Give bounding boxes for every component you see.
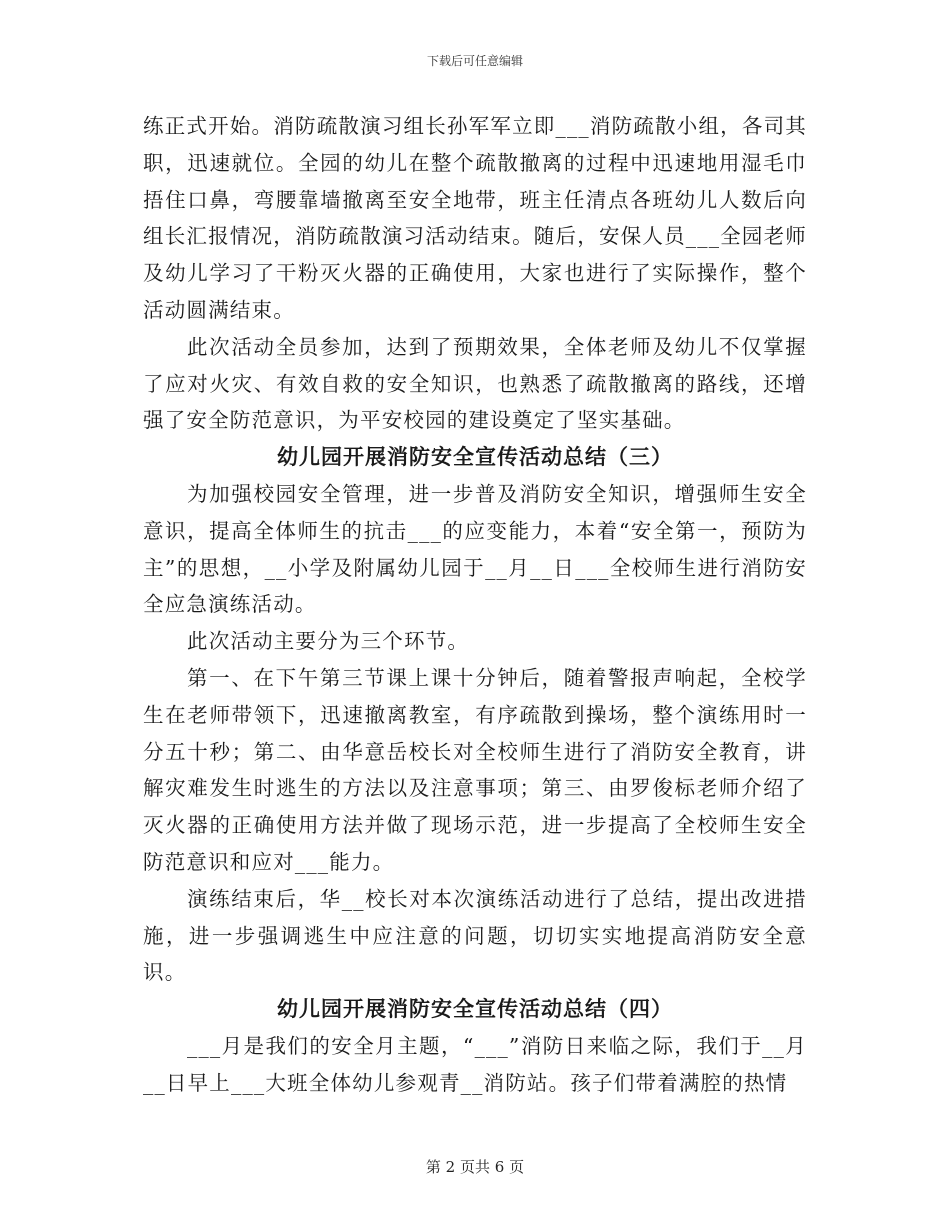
section-heading-4: 幼儿园开展消防安全宣传活动总结（四） (277, 996, 673, 1022)
header-note: 下载后可任意编辑 (426, 54, 523, 68)
paragraph-2: 此次活动全员参加，达到了预期效果，全体老师及幼儿不仅掌握了应对火灾、有效自救的安全知识，也熟悉了疏散撤离的路线，还增强了安全防范意识，为平安校园的建设奠定了坚实基础。 (143, 334, 807, 433)
section-heading-3: 幼儿园开展消防安全宣传活动总结（三） (277, 444, 673, 470)
paragraph-3: 为加强校园安全管理，进一步普及消防安全知识，增强师生安全意识，提高全体师生的抗击___的应变能力，本着“安全第一，预防为主”的思想，__小学及附属幼儿园于__月__日___全校师生进行消防安全应急演练活动。 (143, 481, 807, 617)
document-body (143, 108, 807, 1102)
paragraph-7: ___月是我们的安全月主题，“___”消防日来临之际，我们于__月__日早上___大班全体幼儿参观青__消防站。孩子们带着满腔的热情 (143, 1033, 807, 1095)
paragraph-5: 第一、在下午第三节课上课十分钟后，随着警报声响起，全校学生在老师带领下，迅速撤离教室，有序疏散到操场，整个演练用时一分五十秒；第二、由华意岳校长对全校师生进行了消防安全教育，讲解灾难发生时逃生的方法以及注意事项；第三、由罗俊标老师介绍了灭火器的正确使用方法并做了现场示范，进一步提高了全校师生安全防范意识和应对___能力。 (143, 665, 807, 874)
page-number: 第 2 页共 6 页 (425, 1158, 525, 1176)
paragraph-6: 演练结束后，华__校长对本次演练活动进行了总结，提出改进措施，进一步强调逃生中应注意的问题，切切实实地提高消防安全意识。 (143, 886, 807, 985)
paragraph-4: 此次活动主要分为三个环节。 (187, 629, 470, 654)
paragraph-1: 练正式开始。消防疏散演习组长孙军军立即___消防疏散小组，各司其职，迅速就位。全园的幼儿在整个疏散撤离的过程中迅速地用湿毛巾捂住口鼻，弯腰靠墙撤离至安全地带，班主任清点各班幼儿人数后向组长汇报情况，消防疏散演习活动结束。随后，安保人员___全园老师及幼儿学习了干粉灭火器的正确使用，大家也进行了实际操作，整个活动圆满结束。 (143, 114, 807, 322)
